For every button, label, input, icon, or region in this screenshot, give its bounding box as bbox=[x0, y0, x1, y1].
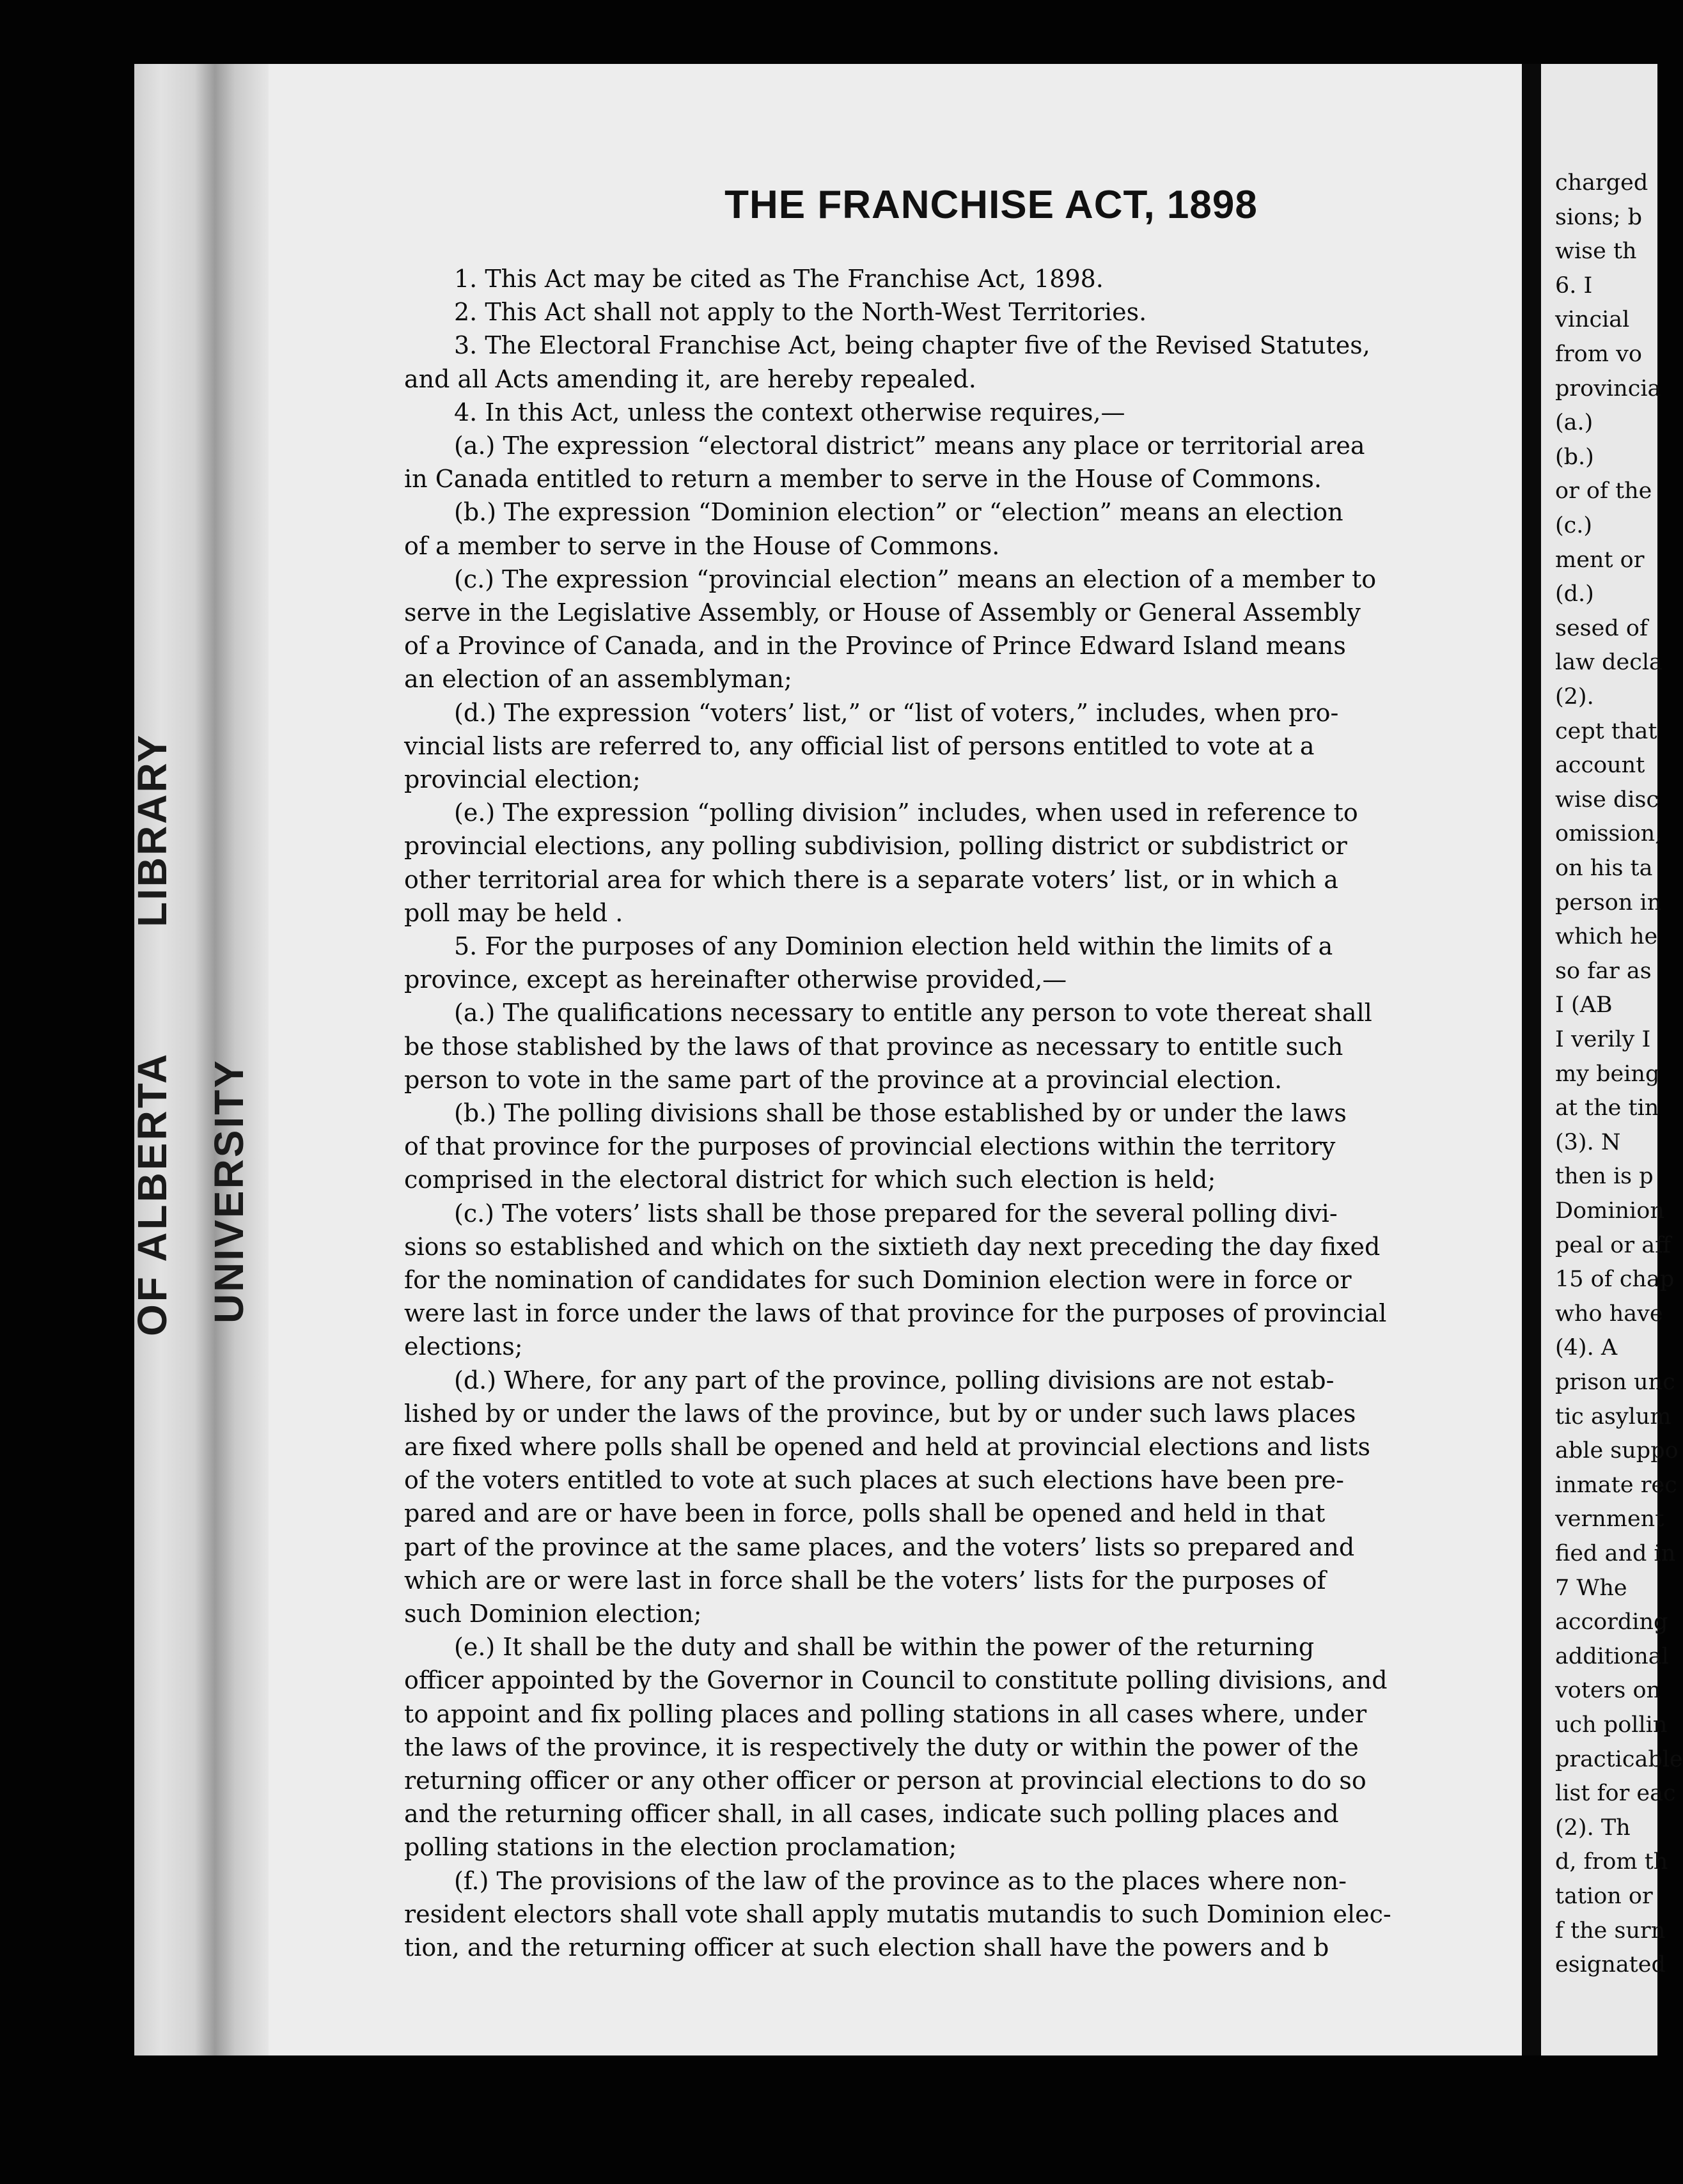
text-line: an election of an assemblyman; bbox=[404, 665, 792, 693]
text-line: returning officer or any other officer or person at provincial elections to do so bbox=[404, 1767, 1366, 1795]
text-line: 4. In this Act, unless the context otherwise requires,— bbox=[454, 398, 1125, 426]
adjacent-page-line: 6. I bbox=[1555, 273, 1593, 299]
text-line: of that province for the purposes of provincial elections within the territory bbox=[404, 1132, 1336, 1160]
adjacent-page-line: uch pollin bbox=[1555, 1712, 1668, 1738]
adjacent-page-line: wise disc bbox=[1555, 787, 1659, 813]
adjacent-page-line: (c.) bbox=[1555, 513, 1593, 538]
adjacent-page-line: inmate rec bbox=[1555, 1472, 1677, 1498]
adjacent-page-line: Dominion bbox=[1555, 1198, 1664, 1224]
library-stamp bbox=[106, 733, 272, 1336]
text-line: of the voters entitled to vote at such places at such elections have been pre- bbox=[404, 1466, 1345, 1494]
adjacent-page-line: sesed of bbox=[1555, 616, 1648, 641]
adjacent-page-line: (d.) bbox=[1555, 581, 1594, 607]
text-line: of a member to serve in the House of Commons. bbox=[404, 532, 1000, 560]
text-line: be those stablished by the laws of that province as necessary to entitle such bbox=[404, 1033, 1343, 1061]
adjacent-page-line: I (AB bbox=[1555, 992, 1613, 1018]
adjacent-page-line: practicable bbox=[1555, 1747, 1683, 1772]
text-line: part of the province at the same places, and the voters’ lists so prepared and bbox=[404, 1533, 1355, 1561]
adjacent-page-line: (b.) bbox=[1555, 444, 1594, 470]
text-line: and all Acts amending it, are hereby repealed. bbox=[404, 365, 976, 393]
adjacent-page-line: which he bbox=[1555, 924, 1658, 949]
adjacent-page-line: able suppo bbox=[1555, 1438, 1679, 1463]
text-line: provincial election; bbox=[404, 765, 641, 793]
text-line: to appoint and fix polling places and polling stations in all cases where, under bbox=[404, 1700, 1367, 1728]
text-line: lished by or under the laws of the province, but by or under such laws places bbox=[404, 1400, 1356, 1428]
text-line: for the nomination of candidates for such Dominion election were in force or bbox=[404, 1266, 1352, 1294]
adjacent-page-line: sions; b bbox=[1555, 205, 1643, 230]
text-line: were last in force under the laws of that province for the purposes of provincial bbox=[404, 1299, 1387, 1327]
adjacent-page-line: (2). bbox=[1555, 684, 1594, 710]
adjacent-page bbox=[1541, 64, 1683, 2055]
text-line: province, except as hereinafter otherwise provided,— bbox=[404, 965, 1067, 994]
adjacent-page-line: 15 of chap bbox=[1555, 1267, 1675, 1292]
text-line: (b.) The expression “Dominion election” or “election” means an election bbox=[454, 498, 1343, 526]
text-line: pared and are or have been in force, polls shall be opened and held in that bbox=[404, 1499, 1326, 1527]
adjacent-page-line: from vo bbox=[1555, 341, 1642, 367]
svg-text:LIBRARY: LIBRARY bbox=[129, 733, 175, 927]
text-line: which are or were last in force shall be the voters’ lists for the purposes of bbox=[404, 1566, 1326, 1595]
text-line: (c.) The voters’ lists shall be those prepared for the several polling divi- bbox=[454, 1199, 1338, 1228]
text-line: such Dominion election; bbox=[404, 1600, 702, 1628]
svg-text:OF ALBERTA: OF ALBERTA bbox=[129, 1051, 175, 1336]
text-line: serve in the Legislative Assembly, or House of Assembly or General Assembly bbox=[404, 598, 1361, 627]
adjacent-page-line: ment or bbox=[1555, 547, 1645, 573]
text-line: polling stations in the election proclamation; bbox=[404, 1833, 957, 1861]
adjacent-page-line: charged bbox=[1555, 170, 1648, 196]
text-line: (e.) It shall be the duty and shall be within the power of the returning bbox=[454, 1633, 1315, 1661]
adjacent-page-line: 7 Whe bbox=[1555, 1575, 1627, 1601]
adjacent-page-line: f the surn bbox=[1555, 1918, 1666, 1944]
text-line: sions so established and which on the sixtieth day next preceding the day fixed bbox=[404, 1233, 1381, 1261]
adjacent-page-line: then is p bbox=[1555, 1164, 1654, 1189]
text-line: poll may be held . bbox=[404, 899, 623, 927]
text-line: and the returning officer shall, in all cases, indicate such polling places and bbox=[404, 1800, 1339, 1828]
adjacent-page-line: according bbox=[1555, 1609, 1668, 1635]
page-title: THE FRANCHISE ACT, 1898 bbox=[724, 183, 1258, 227]
adjacent-page-line: who have bbox=[1555, 1301, 1663, 1327]
adjacent-page-line: voters on bbox=[1555, 1678, 1661, 1703]
adjacent-page-line: (2). Th bbox=[1555, 1815, 1631, 1841]
adjacent-page-line: so far as bbox=[1555, 958, 1652, 984]
text-line: of a Province of Canada, and in the Province of Prince Edward Island means bbox=[404, 632, 1346, 660]
adjacent-page-line: or of the bbox=[1555, 478, 1652, 504]
adjacent-page-line: my being bbox=[1555, 1061, 1660, 1087]
adjacent-page-line: vincial bbox=[1555, 307, 1630, 332]
text-line: other territorial area for which there is a separate voters’ list, or in which a bbox=[404, 866, 1338, 894]
adjacent-page-line: tic asylum bbox=[1555, 1404, 1671, 1430]
text-line: (f.) The provisions of the law of the province as to the places where non- bbox=[454, 1867, 1347, 1895]
adjacent-page-line: at the tin bbox=[1555, 1095, 1659, 1121]
text-line: (a.) The qualifications necessary to entitle any person to vote thereat shall bbox=[454, 999, 1372, 1027]
text-line: in Canada entitled to return a member to serve in the House of Commons. bbox=[404, 465, 1322, 493]
adjacent-page-line: wise th bbox=[1555, 238, 1637, 264]
adjacent-page-line: account bbox=[1555, 753, 1645, 778]
text-line: the laws of the province, it is respectively the duty or within the power of the bbox=[404, 1733, 1359, 1761]
text-line: (d.) The expression “voters’ list,” or “list of voters,” includes, when pro- bbox=[454, 699, 1339, 727]
text-line: vincial lists are referred to, any official list of persons entitled to vote at a bbox=[404, 732, 1315, 760]
adjacent-page-line: tation or bbox=[1555, 1884, 1653, 1909]
adjacent-page-line: cept that bbox=[1555, 719, 1657, 744]
book-gutter bbox=[1522, 64, 1541, 2055]
text-line: provincial elections, any polling subdivision, polling district or subdistrict or bbox=[404, 832, 1347, 860]
adjacent-page-line: prison unc bbox=[1555, 1369, 1675, 1395]
text-line: (d.) Where, for any part of the province, polling divisions are not estab- bbox=[454, 1366, 1335, 1394]
adjacent-page-line: I verily I bbox=[1555, 1027, 1651, 1052]
text-line: 3. The Electoral Franchise Act, being chapter five of the Revised Statutes, bbox=[454, 331, 1370, 359]
text-line: officer appointed by the Governor in Council to constitute polling divisions, and bbox=[404, 1666, 1388, 1694]
text-line: (a.) The expression “electoral district” means any place or territorial area bbox=[454, 432, 1365, 460]
adjacent-page-line: additional bbox=[1555, 1644, 1669, 1669]
adjacent-page-line: (3). N bbox=[1555, 1130, 1621, 1155]
adjacent-page-line: (a.) bbox=[1555, 410, 1593, 435]
svg-text:UNIVERSITY: UNIVERSITY bbox=[206, 1058, 252, 1323]
text-line: 5. For the purposes of any Dominion election held within the limits of a bbox=[454, 932, 1333, 960]
text-line: 1. This Act may be cited as The Franchise Act, 1898. bbox=[454, 265, 1104, 293]
text-line: tion, and the returning officer at such election shall have the powers and b bbox=[404, 1933, 1329, 1962]
text-line: (e.) The expression “polling division” includes, when used in reference to bbox=[454, 799, 1358, 827]
adjacent-page-line: law decla bbox=[1555, 650, 1663, 675]
text-line: are fixed where polls shall be opened and held at provincial elections and lists bbox=[404, 1433, 1371, 1461]
adjacent-page-line: esignated bbox=[1555, 1952, 1666, 1977]
adjacent-page-line: peal or aff bbox=[1555, 1233, 1671, 1258]
adjacent-page-line: d, from th bbox=[1555, 1849, 1668, 1875]
adjacent-page-line: list for eac bbox=[1555, 1781, 1676, 1806]
adjacent-page-line: person in bbox=[1555, 890, 1662, 916]
text-line: elections; bbox=[404, 1332, 523, 1361]
adjacent-page-line: (4). A bbox=[1555, 1335, 1618, 1361]
adjacent-page-line: omission, bbox=[1555, 821, 1663, 846]
adjacent-page-line: fied and in bbox=[1555, 1541, 1676, 1566]
adjacent-page-line: on his ta bbox=[1555, 855, 1653, 881]
text-line: person to vote in the same part of the province at a provincial election. bbox=[404, 1066, 1283, 1094]
text-line: 2. This Act shall not apply to the North-West Territories. bbox=[454, 298, 1147, 326]
text-line: (c.) The expression “provincial election” means an election of a member to bbox=[454, 565, 1377, 593]
adjacent-page-line: provincia bbox=[1555, 376, 1661, 402]
text-line: comprised in the electoral district for which such election is held; bbox=[404, 1166, 1216, 1194]
adjacent-page-line: vernment bbox=[1555, 1506, 1664, 1532]
text-line: resident electors shall vote shall apply mutatis mutandis to such Dominion elec- bbox=[404, 1900, 1391, 1928]
text-line: (b.) The polling divisions shall be those established by or under the laws bbox=[454, 1099, 1347, 1127]
